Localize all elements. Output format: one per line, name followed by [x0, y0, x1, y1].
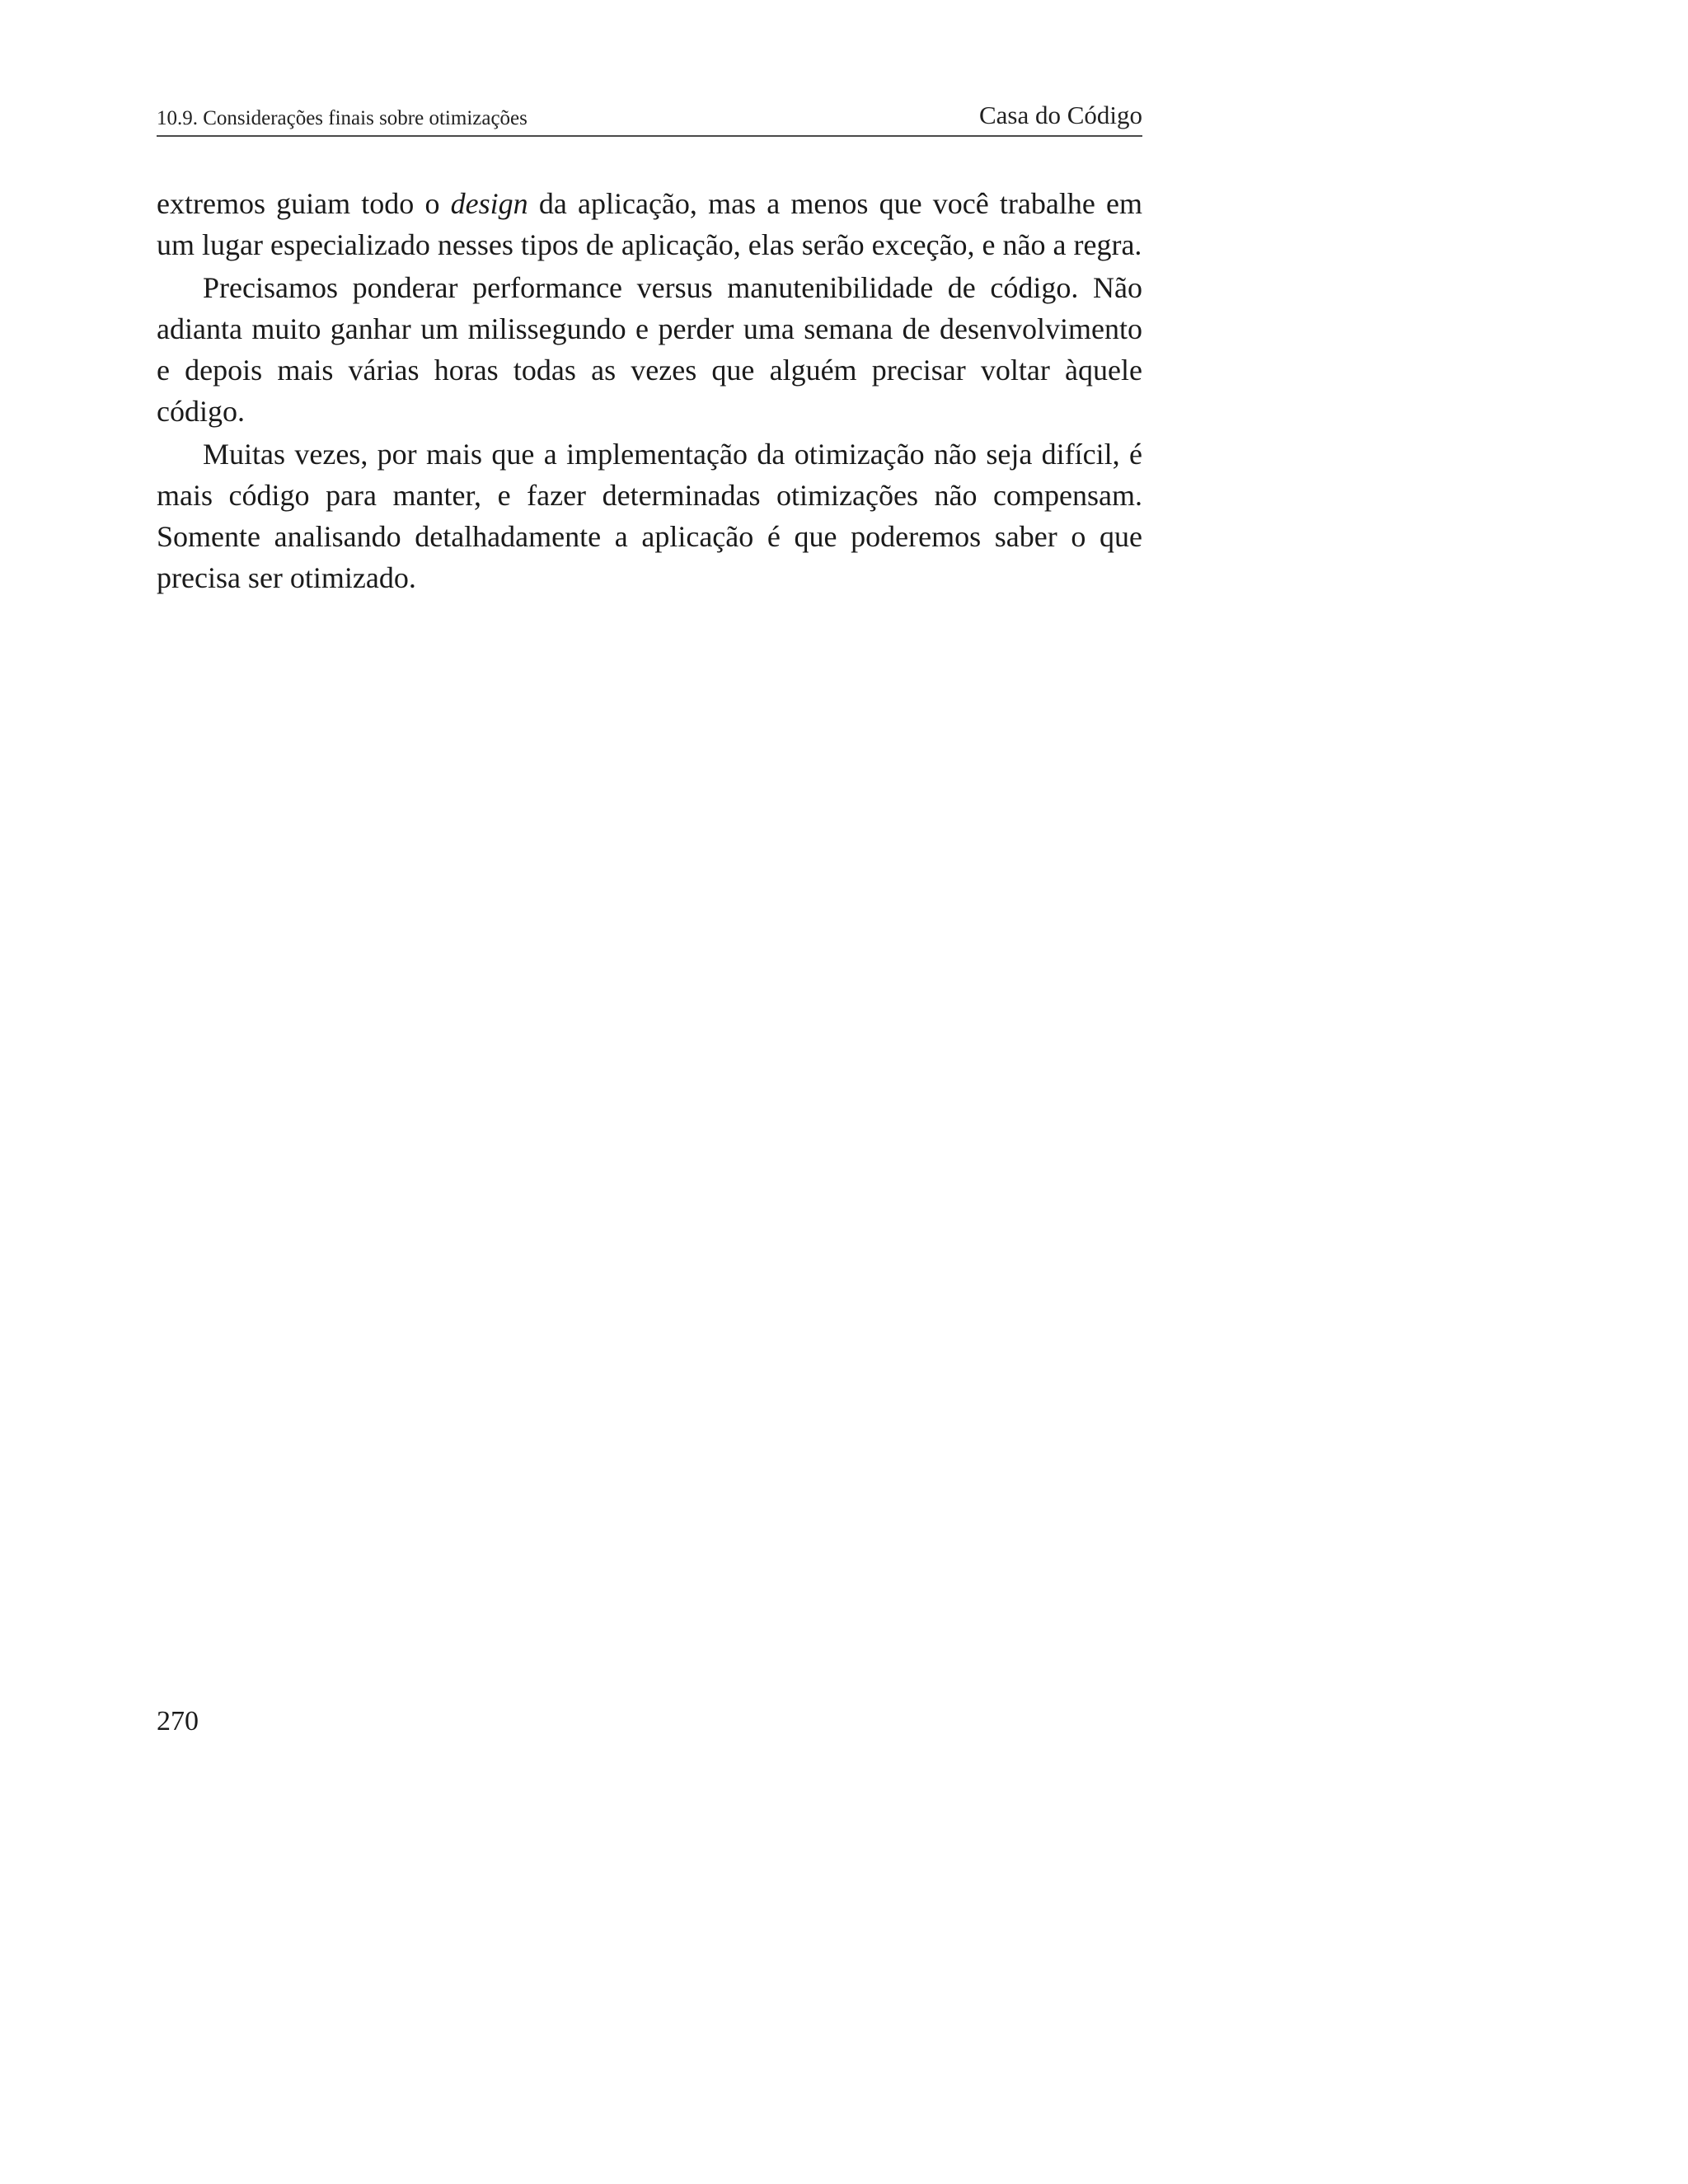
paragraph-2: Precisamos ponderar performance versus manutenibilidade de código. Não adianta muito ganhar um milissegundo e perder uma semana de desenvolvimento e depois mais várias horas todas as vezes que alguém precisar voltar àquele código. [157, 271, 1142, 428]
book-title: Casa do Código [978, 101, 1142, 129]
page-number: 270 [157, 1706, 199, 1736]
body-text [157, 183, 1142, 600]
running-header [157, 97, 1142, 137]
paragraph-1-start: extremos guiam todo o [157, 187, 451, 220]
section-title: 10.9. Considerações finais sobre otimizações [157, 107, 528, 129]
paragraph-3: Muitas vezes, por mais que a implementação da otimização não seja difícil, é mais código para manter, e fazer determinadas otimizações não compensam. Somente analisando detalhadamente a aplicação é que poderemos saber o que precisa ser otimizado. [157, 438, 1142, 594]
paragraph-1-end: da aplicação, mas a menos que você trabalhe em um lugar especializado nesses tipos de aplicação, elas serão exceção, e não a regra. [157, 187, 1142, 261]
emphasis-design: design [450, 187, 528, 220]
paragraph-1 [157, 183, 1142, 265]
